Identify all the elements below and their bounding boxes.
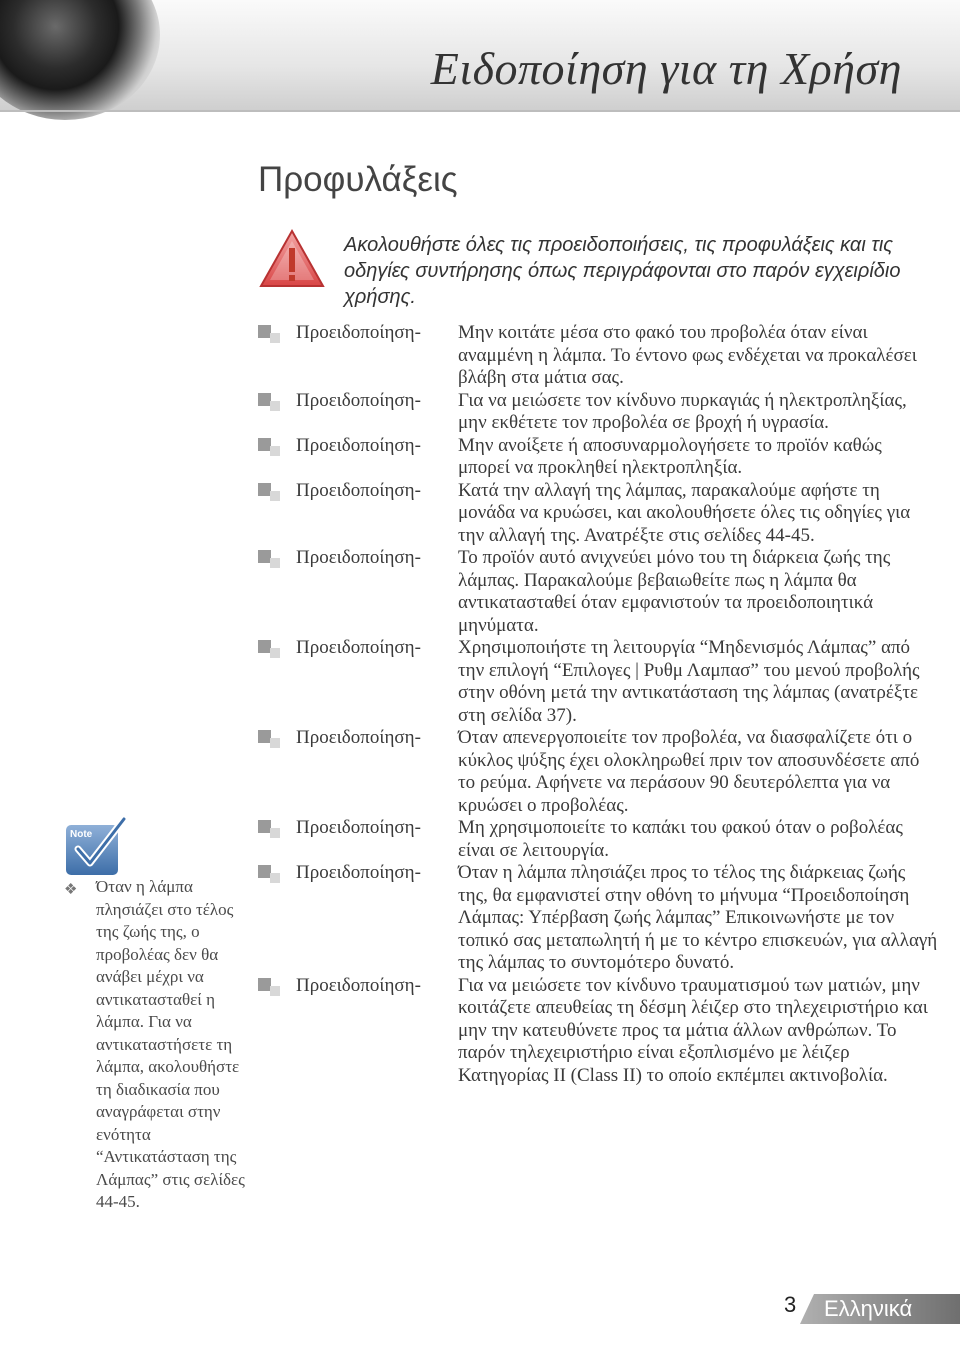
page-number: 3 (784, 1292, 797, 1317)
warning-label: Προειδοποίηση- (296, 637, 421, 658)
square-bullet-icon (258, 978, 296, 1000)
square-bullet-icon (258, 325, 296, 347)
note-badge: Note (70, 829, 93, 840)
warning-text: Το προϊόν αυτό ανιχνεύει μόνο του τη διάρκεια ζωής της λάμπας. Παρακαλούμε βεβαιωθείτε πως η λάμπα θα αντικατασταθεί όταν εμφανιστούν τα προειδοποιητικά μηνύματα. (458, 547, 891, 636)
intro-text: Ακολουθήστε όλες τις προειδοποιήσεις, τις προφυλάξεις και τις οδηγίες συντήρησης όπως περιγράφονται στο παρόν εγχειρίδιο χρήσης. (344, 234, 901, 308)
warning-label: Προειδοποίηση- (296, 727, 421, 748)
square-bullet-icon (258, 550, 296, 572)
page-header-title: Ειδοποίηση για τη Χρήση (430, 43, 902, 94)
warning-item (258, 975, 938, 1088)
warning-text: Μην κοιτάτε μέσα στο φακό του προβολέα όταν είναι αναμμένη η λάμπα. Το έντονο φως ενδέχεται να προκαλέσει βλάβη στα μάτια σας. (458, 322, 917, 388)
warnings-list (258, 322, 938, 1087)
warning-item (258, 862, 938, 975)
warning-item (258, 727, 938, 817)
warning-item (258, 435, 938, 480)
diamond-bullet-icon: ❖ (64, 882, 78, 898)
square-bullet-icon (258, 640, 296, 662)
warning-triangle-icon (258, 228, 326, 290)
square-bullet-icon (258, 865, 296, 887)
warning-label: Προειδοποίηση- (296, 434, 421, 456)
square-bullet-icon (258, 393, 296, 415)
warning-text: Μην ανοίξετε ή αποσυναρμολογήσετε το προϊόν καθώς μπορεί να προκληθεί ηλεκτροπληξία. (458, 434, 882, 478)
warning-text: Όταν η λάμπα πλησιάζει προς το τέλος της διάρκειας ζωής της, θα εμφανιστεί στην οθόνη το μήνυμα “Προειδοποίηση Λάμπας: Υπέρβαση ζωής λάμπας” Επικοινωνήστε με τον τοπικό σας μεταπωλητή ή με το κέντρο επισκευών, για αλλαγή της λάμπας το συντομότερο δυνατό. (458, 862, 938, 973)
warning-text: Για να μειώσετε τον κίνδυνο τραυματισμού των ματιών, μην κοιτάζετε απευθείας τη δέσμη λέιζερ στο τηλεχειριστήριο και μην την κατευθύνετε προς τα μάτια άλλων ανθρώπων. Το παρόν τηλεχειριστήριο είναι εξοπλισμένο με λέιζερ Κατηγορίας II (Class II) το οποίο εκπέμπει ακτινοβολία. (458, 974, 928, 1086)
warning-text: Κατά την αλλαγή της λάμπας, παρακαλούμε αφήστε τη μονάδα να κρυώσει, και ακολουθήσετε όλες τις οδηγίες για την αλλαγή της. Ανατρέξτε στις σελίδες 44-45. (458, 479, 911, 546)
warning-label: Προειδοποίηση- (296, 389, 421, 411)
warning-label: Προειδοποίηση- (296, 479, 421, 501)
warning-label: Προειδοποίηση- (296, 862, 421, 883)
note-text: Όταν η λάμπα πλησιάζει στο τέλος της ζωής της, ο προβολέας δεν θα ανάβει μέχρι να αντικατασταθεί η λάμπα. Για να αντικαταστήσετε τη λάμπα, ακολουθήστε τη διαδικασία που αναγράφεται στην ενότητα “Αντικατάσταση της Λάμπας” στις σελίδες 44-45. (96, 877, 245, 1211)
warning-item (258, 547, 938, 637)
warning-label: Προειδοποίηση- (296, 322, 421, 343)
warning-label: Προειδοποίηση- (296, 974, 421, 996)
warning-label: Προειδοποίηση- (296, 547, 421, 568)
warning-text: Μη χρησιμοποιείτε το καπάκι του φακού όταν ο ροβολέας είναι σε λειτουργία. (458, 817, 903, 861)
warning-item (258, 637, 938, 727)
language-label: Ελληνικά (824, 1296, 913, 1321)
header-divider (0, 110, 960, 112)
note-check-icon (64, 815, 128, 877)
section-title: Προφυλάξεις (258, 160, 458, 199)
warning-item (258, 817, 938, 862)
warning-item (258, 390, 938, 435)
warning-text: Χρησιμοποιήστε τη λειτουργία “Μηδενισμός Λάμπας” από την επιλογή “Επιλογες | Ρυθμ Λαμπασ” του μενού προβολής στην οθόνη μετά την αντικατάσταση της λάμπας (ανατρέξτε στη σελίδα 37). (458, 637, 920, 726)
warning-label: Προειδοποίηση- (296, 817, 421, 838)
square-bullet-icon (258, 730, 296, 752)
warning-text: Για να μειώσετε τον κίνδυνο πυρκαγιάς ή ηλεκτροπληξίας, μην εκθέτετε τον προβολέα σε βροχή ή υγρασία. (458, 389, 907, 433)
warning-text: Όταν απενεργοποιείτε τον προβολέα, να διασφαλίζετε ότι ο κύκλος ψύξης έχει ολοκληρωθεί πριν τον αποσυνδέσετε από το ρεύμα. Αφήνετε να περάσουν 90 δευτερόλεπτα για να κρυώσει ο προβολέας. (458, 727, 920, 816)
square-bullet-icon (258, 820, 296, 842)
square-bullet-icon (258, 483, 296, 505)
warning-item (258, 480, 938, 548)
warning-item (258, 322, 938, 390)
square-bullet-icon (258, 438, 296, 460)
